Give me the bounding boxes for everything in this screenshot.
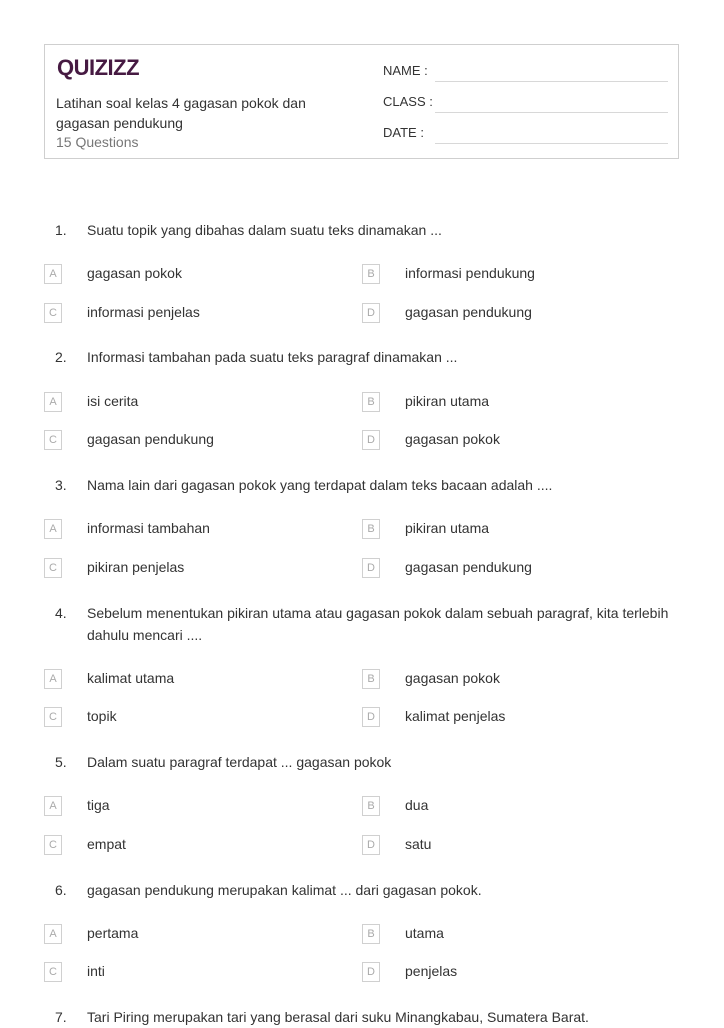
option-text: tiga bbox=[87, 797, 110, 813]
option-letter: D bbox=[362, 835, 380, 855]
question-text: Tari Piring merupakan tari yang berasal dari suku Minangkabau, Sumatera Barat. bbox=[87, 1009, 589, 1025]
option-letter: C bbox=[44, 303, 62, 323]
option-letter: D bbox=[362, 707, 380, 727]
option-letter: B bbox=[362, 264, 380, 284]
option-letter: C bbox=[44, 430, 62, 450]
option-text: informasi pendukung bbox=[405, 265, 535, 281]
option-text: kalimat utama bbox=[87, 670, 175, 686]
option-letter: A bbox=[44, 392, 62, 412]
option-letter: A bbox=[44, 264, 62, 284]
question-number: 2. bbox=[55, 349, 67, 365]
option-letter: A bbox=[44, 924, 62, 944]
option-text: isi cerita bbox=[87, 393, 139, 409]
question-text: Dalam suatu paragraf terdapat ... gagasan pokok bbox=[87, 754, 392, 770]
option-text: penjelas bbox=[405, 963, 458, 979]
question-count: 15 Questions bbox=[56, 134, 139, 150]
question-number: 7. bbox=[55, 1009, 67, 1025]
worksheet-header bbox=[44, 44, 679, 159]
option-letter: C bbox=[44, 835, 62, 855]
question-number: 6. bbox=[55, 882, 67, 898]
question-number: 4. bbox=[55, 605, 67, 621]
question-text: Suatu topik yang dibahas dalam suatu teks dinamakan ... bbox=[87, 222, 442, 238]
option-text: empat bbox=[87, 836, 126, 852]
option-letter: C bbox=[44, 962, 62, 982]
quizizz-logo: QUIZIZZ bbox=[57, 55, 140, 80]
question-number: 1. bbox=[55, 222, 67, 238]
option-letter: B bbox=[362, 796, 380, 816]
option-letter: A bbox=[44, 669, 62, 689]
date-line bbox=[435, 143, 668, 144]
option-text: pikiran utama bbox=[405, 393, 490, 409]
class-line bbox=[435, 112, 668, 113]
class-label: CLASS : bbox=[383, 94, 433, 109]
date-label: DATE : bbox=[383, 125, 424, 140]
option-text: informasi tambahan bbox=[87, 520, 210, 536]
option-letter: D bbox=[362, 962, 380, 982]
option-text: satu bbox=[405, 836, 432, 852]
option-text: gagasan pendukung bbox=[405, 304, 532, 320]
question-text: Sebelum menentukan pikiran utama atau gagasan pokok dalam sebuah paragraf, kita terlebih dahulu mencari .... bbox=[87, 605, 669, 643]
name-line bbox=[435, 81, 668, 82]
option-letter: D bbox=[362, 430, 380, 450]
option-letter: D bbox=[362, 303, 380, 323]
option-text: dua bbox=[405, 797, 429, 813]
option-letter: D bbox=[362, 558, 380, 578]
question-number: 5. bbox=[55, 754, 67, 770]
worksheet-title: Latihan soal kelas 4 gagasan pokok dan gagasan pendukung bbox=[56, 95, 306, 131]
option-text: pikiran penjelas bbox=[87, 559, 185, 575]
option-letter: B bbox=[362, 392, 380, 412]
option-letter: B bbox=[362, 669, 380, 689]
option-letter: C bbox=[44, 707, 62, 727]
option-text: gagasan pendukung bbox=[87, 431, 214, 447]
option-text: pertama bbox=[87, 925, 139, 941]
option-text: gagasan pendukung bbox=[405, 559, 532, 575]
option-text: gagasan pokok bbox=[405, 431, 500, 447]
option-text: topik bbox=[87, 708, 117, 724]
question-text: gagasan pendukung merupakan kalimat ... dari gagasan pokok. bbox=[87, 882, 482, 898]
option-text: kalimat penjelas bbox=[405, 708, 506, 724]
question-text: Informasi tambahan pada suatu teks paragraf dinamakan ... bbox=[87, 349, 458, 365]
option-text: informasi penjelas bbox=[87, 304, 200, 320]
option-letter: B bbox=[362, 519, 380, 539]
option-text: gagasan pokok bbox=[87, 265, 182, 281]
option-text: inti bbox=[87, 963, 105, 979]
question-number: 3. bbox=[55, 477, 67, 493]
option-text: gagasan pokok bbox=[405, 670, 500, 686]
option-letter: A bbox=[44, 519, 62, 539]
option-letter: A bbox=[44, 796, 62, 816]
name-label: NAME : bbox=[383, 63, 428, 78]
option-text: pikiran utama bbox=[405, 520, 490, 536]
option-text: utama bbox=[405, 925, 444, 941]
option-letter: B bbox=[362, 924, 380, 944]
option-letter: C bbox=[44, 558, 62, 578]
question-text: Nama lain dari gagasan pokok yang terdapat dalam teks bacaan adalah .... bbox=[87, 477, 553, 493]
